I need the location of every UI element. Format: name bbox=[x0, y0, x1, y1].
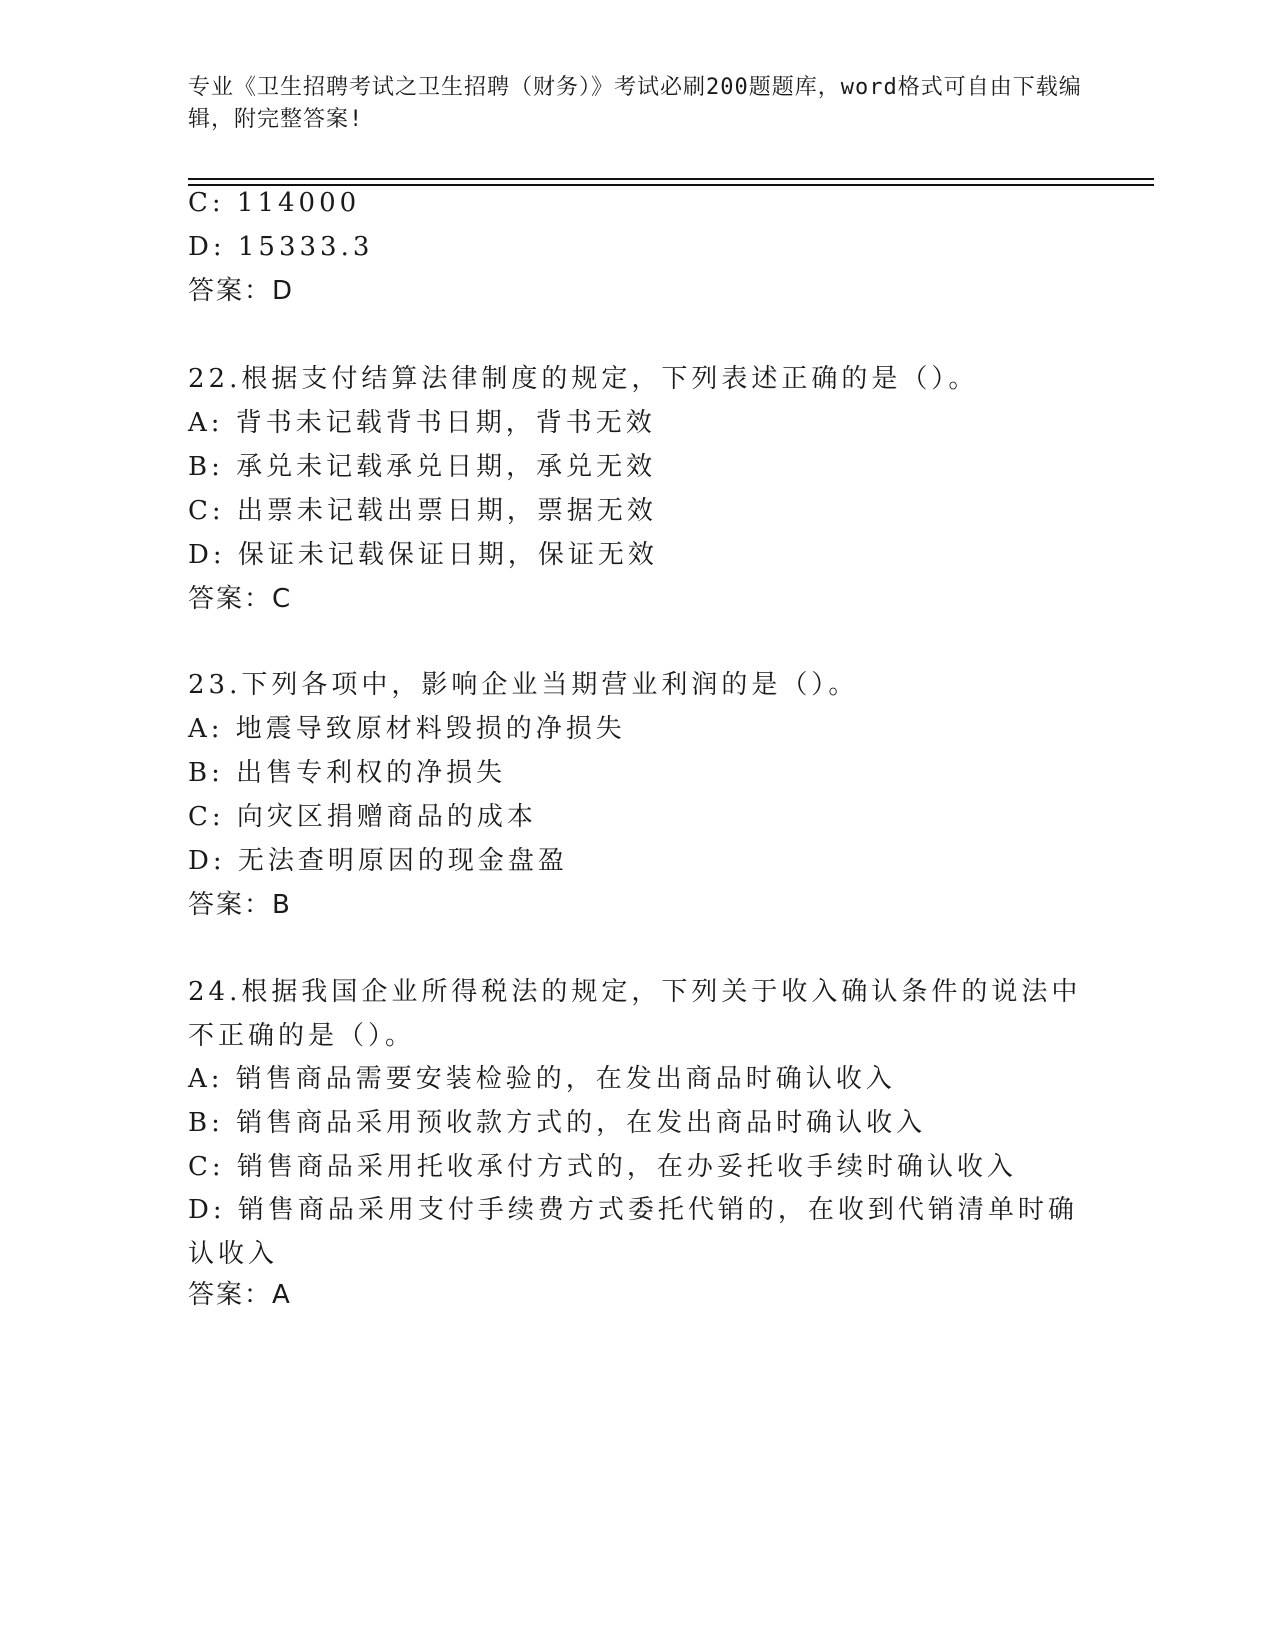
question-24-option-c: C: 销售商品采用托收承付方式的，在办妥托收手续时确认收入 bbox=[188, 1152, 1017, 1182]
question-23-stem: 23.下列各项中，影响企业当期营业利润的是（）。 bbox=[188, 670, 859, 700]
question-24-stem: 24.根据我国企业所得税法的规定，下列关于收入确认条件的说法中不正确的是（）。 bbox=[188, 977, 1082, 1051]
question-22-option-d: D: 保证未记载保证日期，保证无效 bbox=[188, 540, 658, 570]
question-23-option-c: C: 向灾区捐赠商品的成本 bbox=[188, 802, 537, 832]
question-22-stem: 22.根据支付结算法律制度的规定，下列表述正确的是（）。 bbox=[188, 364, 979, 394]
question-24-option-d: D: 销售商品采用支付手续费方式委托代销的，在收到代销清单时确认收入 bbox=[188, 1195, 1078, 1269]
question-24-option-b: B: 销售商品采用预收款方式的，在发出商品时确认收入 bbox=[188, 1108, 927, 1138]
question-24-option-a: A: 销售商品需要安装检验的，在发出商品时确认收入 bbox=[188, 1064, 896, 1094]
prev-option-d: D: 15333.3 bbox=[188, 232, 374, 262]
question-22-answer: 答案：C bbox=[188, 584, 293, 614]
question-23-option-d: D: 无法查明原因的现金盘盈 bbox=[188, 846, 568, 876]
prev-option-c: C: 114000 bbox=[188, 188, 361, 218]
header-rule-top bbox=[188, 178, 1154, 180]
question-24-answer: 答案：A bbox=[188, 1280, 292, 1310]
question-23-option-b: B: 出售专利权的净损失 bbox=[188, 758, 507, 788]
question-23-answer: 答案：B bbox=[188, 890, 292, 920]
prev-answer: 答案：D bbox=[188, 276, 295, 306]
question-23-option-a: A: 地震导致原材料毁损的净损失 bbox=[188, 714, 626, 744]
question-22-option-b: B: 承兑未记载承兑日期，承兑无效 bbox=[188, 452, 657, 482]
question-22-option-a: A: 背书未记载背书日期，背书无效 bbox=[188, 408, 656, 438]
document-header: 专业《卫生招聘考试之卫生招聘（财务）》考试必刷200题题库，word格式可自由下载编辑，附完整答案! bbox=[188, 75, 1082, 132]
question-22-option-c: C: 出票未记载出票日期，票据无效 bbox=[188, 496, 657, 526]
